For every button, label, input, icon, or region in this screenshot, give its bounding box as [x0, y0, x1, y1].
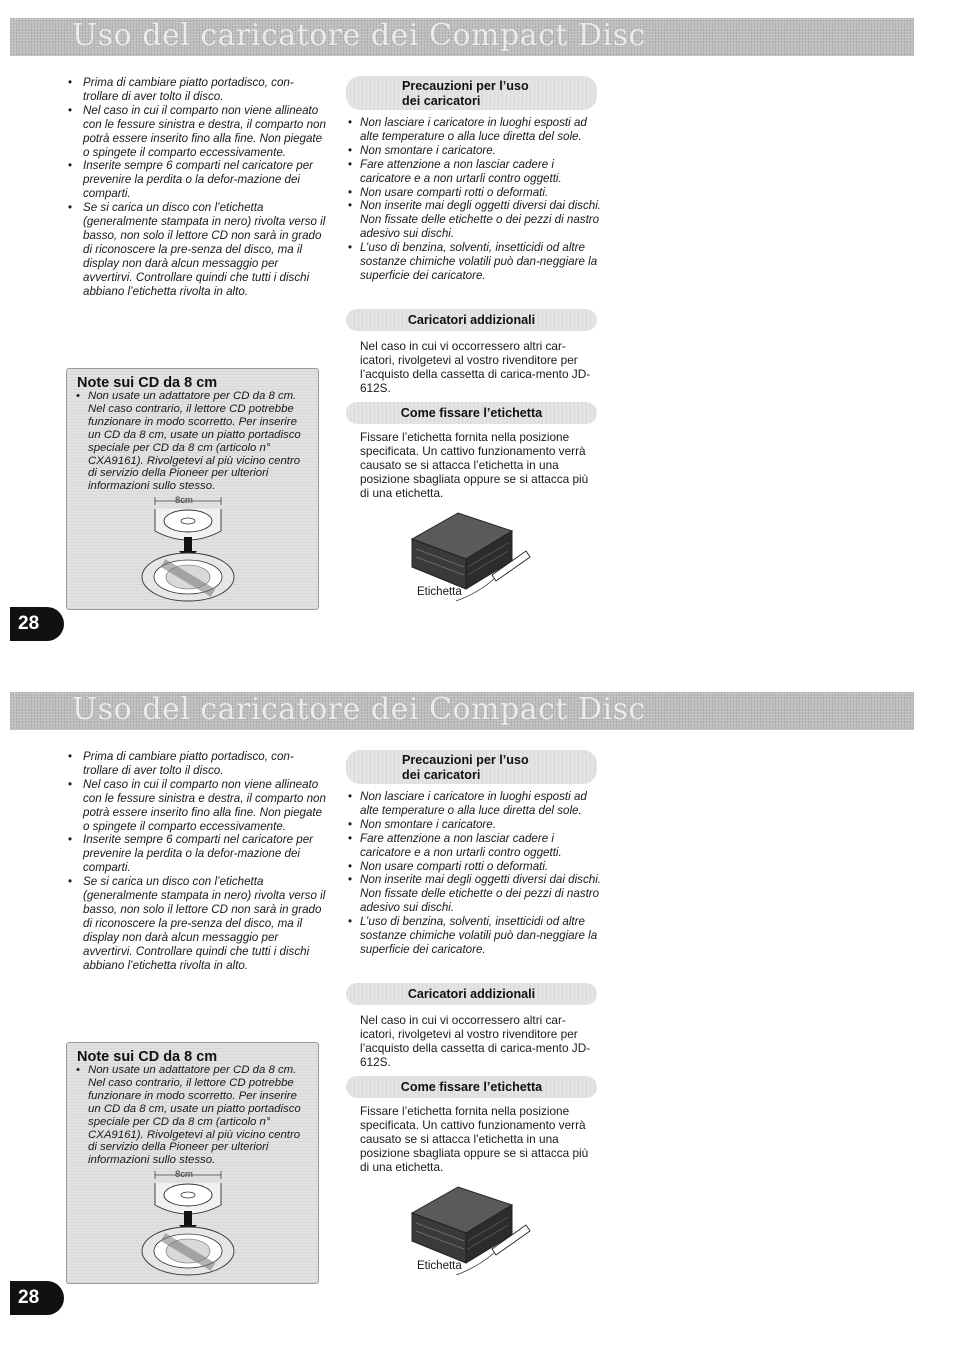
precautions-heading	[346, 750, 597, 784]
note-text: Non usate un adattatore per CD da 8 cm. Nel caso contrario, il lettore CD potrebbe funzionare in modo scorretto. Per inserire un CD da 8 cm, usate un piatto portadisco speciale per CD da 8 cm (articolo n° CXA9161). Rivolgetevi al più vicino centro di servizio della Pioneer per ulteriori informazioni sullo stesso.	[88, 390, 301, 493]
note-8cm-box	[66, 368, 319, 610]
list-item: • Nel caso in cui il comparto non viene allineato con le fessure sinistra e destra, il comparto non potrà essere inserito fino alla fine. Non piegate o spingete il comparto eccessivamente.	[66, 104, 328, 160]
note-title: Note sui CD da 8 cm	[77, 375, 218, 391]
precautions-heading-line2: dei caricatori	[402, 94, 481, 108]
list-item: • Non lasciare i caricatore in luoghi esposti ad alte temperature o alla luce diretta del sole.	[346, 116, 601, 144]
title-bar	[10, 692, 914, 730]
note-bullet: •	[76, 1064, 80, 1076]
additional-heading-text: Caricatori addizionali	[407, 987, 536, 1001]
list-item: • Non inserite mai degli oggetti diversi dai dischi. Non fissate delle etichette o dei pezzi di nastro adesivo sui dischi.	[346, 199, 601, 241]
precautions-heading-line1: Precauzioni per l’uso	[402, 79, 529, 93]
label-caption: Etichetta	[417, 586, 462, 598]
note-text-block	[76, 1064, 310, 1167]
precautions-heading-line1: Precauzioni per l’uso	[402, 753, 529, 767]
precautions-heading	[346, 76, 597, 110]
page-copy-bottom	[0, 674, 954, 1348]
page-copy-top	[0, 0, 954, 674]
scale-label: 8cm	[175, 1169, 193, 1180]
cd-adapter-illustration	[133, 491, 243, 603]
note-bullet: •	[76, 390, 80, 402]
page-title: Uso del caricatore dei Compact Disc	[72, 692, 646, 727]
additional-text: Nel caso in cui vi occorressero altri car-icatori, rivolgetevi al vostro rivenditore per l’acquisto della cassetta di carica-mento JD-612S.	[360, 1013, 591, 1069]
page-number-badge: 28	[10, 1281, 64, 1315]
list-item: • Fare attenzione a non lasciar cadere i caricatore e a non urtarli contro oggetti.	[346, 158, 601, 186]
list-item: • Non usare comparti rotti o deformati.	[346, 860, 601, 874]
list-item: • Se si carica un disco con l’etichetta (generalmente stampata in nero) rivolta verso il basso, non solo il lettore CD non sarà in grado di riconoscere la pre-senza del disco, ma il display non darà alcun messaggio per avvertirvi. Controllare quindi che tutti i dischi abbiano l’etichetta rivolta in alto.	[66, 875, 328, 972]
label-heading-text: Come fissare l’etichetta	[400, 406, 543, 420]
list-item: • Se si carica un disco con l’etichetta (generalmente stampata in nero) rivolta verso il basso, non solo il lettore CD non sarà in grado di riconoscere la pre-senza del disco, ma il display non darà alcun messaggio per avvertirvi. Controllare quindi che tutti i dischi abbiano l’etichetta rivolta in alto.	[66, 201, 328, 298]
list-item: • Prima di cambiare piatto portadisco, con-trollare di aver tolto il disco.	[66, 750, 328, 778]
label-caption: Etichetta	[417, 1260, 462, 1272]
list-item: • Fare attenzione a non lasciar cadere i caricatore e a non urtarli contro oggetti.	[346, 832, 601, 860]
instructions-list	[66, 750, 328, 973]
list-item: • Non usare comparti rotti o deformati.	[346, 186, 601, 200]
label-heading-text: Come fissare l’etichetta	[400, 1080, 543, 1094]
scale-label: 8cm	[175, 495, 193, 506]
note-8cm-box	[66, 1042, 319, 1284]
additional-heading	[346, 309, 597, 331]
note-title: Note sui CD da 8 cm	[77, 1049, 218, 1065]
cd-adapter-illustration	[133, 1165, 243, 1277]
precautions-list	[346, 790, 601, 957]
page-number-badge: 28	[10, 607, 64, 641]
instructions-list	[66, 76, 328, 299]
label-heading	[346, 402, 597, 424]
note-text: Non usate un adattatore per CD da 8 cm. Nel caso contrario, il lettore CD potrebbe funzionare in modo scorretto. Per inserire un CD da 8 cm, usate un piatto portadisco speciale per CD da 8 cm (articolo n° CXA9161). Rivolgetevi al più vicino centro di servizio della Pioneer per ulteriori informazioni sullo stesso.	[88, 1064, 301, 1167]
additional-heading	[346, 983, 597, 1005]
label-text: Fissare l’etichetta fornita nella posizione specificata. Un cattivo funzionamento verrà causato se si attacca l’etichetta in una posizione sbagliata oppure se si attacca più di una etichetta.	[360, 430, 589, 500]
list-item: • Inserite sempre 6 comparti nel caricatore per prevenire la perdita o la defor-mazione dei comparti.	[66, 833, 328, 875]
list-item: • Non inserite mai degli oggetti diversi dai dischi. Non fissate delle etichette o dei pezzi di nastro adesivo sui dischi.	[346, 873, 601, 915]
page-title: Uso del caricatore dei Compact Disc	[72, 18, 646, 53]
list-item: • L’uso di benzina, solventi, insetticidi od altre sostanze chimiche volatili può dan-neggiare la superficie dei caricatore.	[346, 241, 601, 283]
precautions-list	[346, 116, 601, 283]
list-item: • Inserite sempre 6 comparti nel caricatore per prevenire la perdita o la defor-mazione dei comparti.	[66, 159, 328, 201]
list-item: • Non smontare i caricatore.	[346, 818, 601, 832]
list-item: • Non lasciare i caricatore in luoghi esposti ad alte temperature o alla luce diretta del sole.	[346, 790, 601, 818]
list-item: • Prima di cambiare piatto portadisco, con-trollare di aver tolto il disco.	[66, 76, 328, 104]
label-heading	[346, 1076, 597, 1098]
list-item: • L’uso di benzina, solventi, insetticidi od altre sostanze chimiche volatili può dan-neggiare la superficie dei caricatore.	[346, 915, 601, 957]
title-bar	[10, 18, 914, 56]
list-item: • Nel caso in cui il comparto non viene allineato con le fessure sinistra e destra, il comparto non potrà essere inserito fino alla fine. Non piegate o spingete il comparto eccessivamente.	[66, 778, 328, 834]
list-item: • Non smontare i caricatore.	[346, 144, 601, 158]
precautions-heading-line2: dei caricatori	[402, 768, 481, 782]
label-text: Fissare l’etichetta fornita nella posizione specificata. Un cattivo funzionamento verrà causato se si attacca l’etichetta in una posizione sbagliata oppure se si attacca più di una etichetta.	[360, 1104, 589, 1174]
additional-heading-text: Caricatori addizionali	[407, 313, 536, 327]
note-text-block	[76, 390, 310, 493]
additional-text: Nel caso in cui vi occorressero altri car-icatori, rivolgetevi al vostro rivenditore per l’acquisto della cassetta di carica-mento JD-612S.	[360, 339, 591, 395]
